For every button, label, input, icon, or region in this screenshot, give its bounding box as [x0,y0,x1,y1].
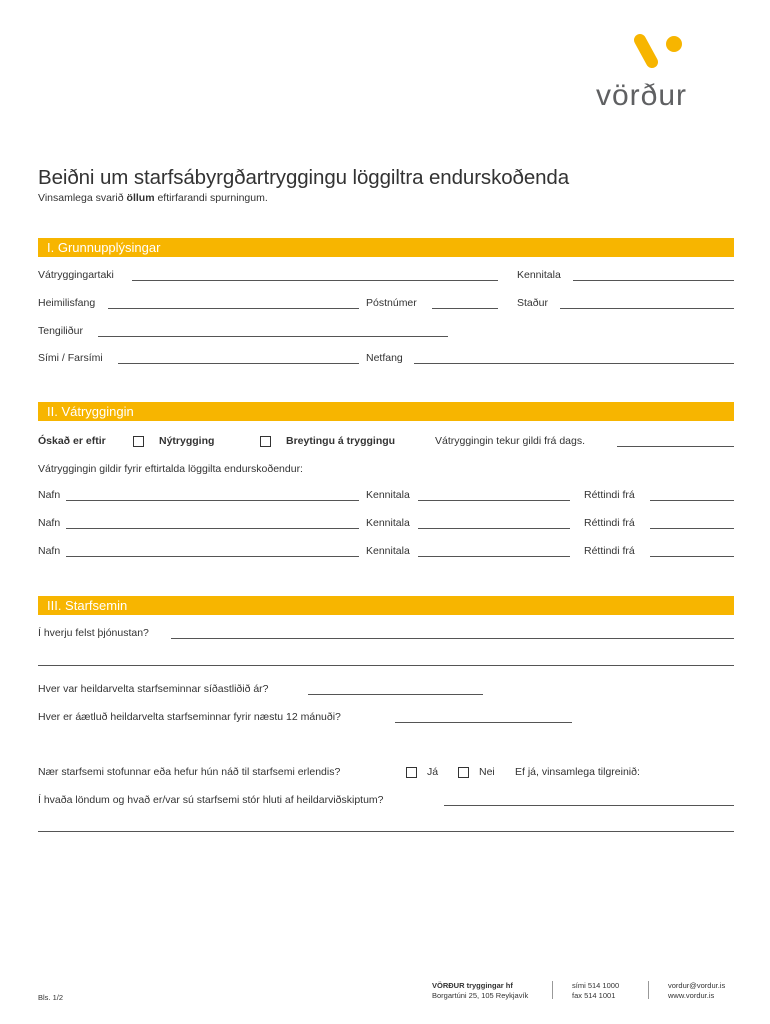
gildi-label: Vátryggingin tekur gildi frá dags. [435,435,585,447]
nei-label: Nei [479,766,495,778]
thjonustan-label: Í hverju felst þjónustan? [38,627,149,639]
page-subtitle: Vinsamlega svarið öllum eftirfarandi spurningum. [38,192,268,204]
londum-label: Í hvaða löndum og hvað er/var sú starfsemi stór hluti af heildarviðskiptum? [38,794,384,806]
nytrygging-checkbox[interactable] [133,436,144,447]
kennitala-field[interactable] [573,280,734,281]
section-2-header: II. Vátryggingin [38,402,734,421]
erlendis-label: Nær starfsemi stofunnar eða hefur hún náð til starfsemi erlendis? [38,766,341,778]
row-kennitala-field[interactable] [418,556,570,557]
ef-ja-label: Ef já, vinsamlega tilgreinið: [515,766,640,778]
tengilidur-label: Tengiliður [38,325,83,337]
heimilisfang-field[interactable] [108,308,359,309]
rettindi-label: Réttindi frá [584,517,635,529]
kennitala-label: Kennitala [517,269,561,281]
nafn-label: Nafn [38,489,61,501]
nafn-field[interactable] [66,556,359,557]
londum-field-2[interactable] [38,831,734,832]
vordur-logo [592,34,732,114]
rettindi-field[interactable] [650,500,734,501]
breyting-checkbox[interactable] [260,436,271,447]
rettindi-field[interactable] [650,556,734,557]
footer-address: Borgartúni 25, 105 Reykjavík [432,991,529,1000]
footer-phone: sími 514 1000 [572,981,620,990]
heimilisfang-label: Heimilisfang [38,297,96,309]
vatryggingartaki-field[interactable] [132,280,498,281]
aaetlud-velta-field[interactable] [395,722,572,723]
heildarvelta-label: Hver var heildarvelta starfseminnar síðastliðið ár? [38,683,269,695]
postnumer-label: Póstnúmer [366,297,417,309]
ja-label: Já [427,766,439,778]
postnumer-field[interactable] [432,308,498,309]
footer-company: VÖRÐUR tryggingar hf [432,981,513,990]
stadur-label: Staður [517,297,548,309]
page-number: Bls. 1/2 [38,993,64,1002]
footer-email[interactable]: vordur@vordur.is [668,981,726,990]
aaetlud-velta-label: Hver er áætluð heildarvelta starfseminnar fyrir næstu 12 mánuði? [38,711,341,723]
row-kennitala-label: Kennitala [366,545,410,557]
nafn-field[interactable] [66,500,359,501]
vatryggingartaki-label: Vátryggingartaki [38,269,114,281]
nafn-label: Nafn [38,517,61,529]
nei-checkbox[interactable] [458,767,469,778]
simi-label: Sími / Farsími [38,352,103,364]
thjonustan-field[interactable] [171,638,734,639]
section-1-header: I. Grunnupplýsingar [38,238,734,257]
thjonustan-field-2[interactable] [38,665,734,666]
row-kennitala-label: Kennitala [366,489,410,501]
heildarvelta-field[interactable] [308,694,483,695]
footer-web[interactable]: www.vordur.is [668,991,715,1000]
nafn-label: Nafn [38,545,61,557]
logo-wordmark: vörður [596,79,688,112]
oskad-label: Óskað er eftir [38,435,106,447]
footer-divider [648,981,649,999]
simi-field[interactable] [118,363,359,364]
netfang-field[interactable] [414,363,734,364]
section-3-header: III. Starfsemin [38,596,734,615]
stadur-field[interactable] [560,308,734,309]
gildi-date-field[interactable] [617,446,734,447]
nafn-field[interactable] [66,528,359,529]
row-kennitala-label: Kennitala [366,517,410,529]
footer-divider [552,981,553,999]
nytrygging-label: Nýtrygging [159,435,215,447]
tengilidur-field[interactable] [98,336,448,337]
netfang-label: Netfang [366,352,403,364]
rettindi-label: Réttindi frá [584,545,635,557]
rettindi-field[interactable] [650,528,734,529]
ja-checkbox[interactable] [406,767,417,778]
page-title: Beiðni um starfsábyrgðartryggingu löggiltra endurskoðenda [38,166,570,189]
row-kennitala-field[interactable] [418,500,570,501]
rettindi-label: Réttindi frá [584,489,635,501]
footer-fax: fax 514 1001 [572,991,616,1000]
gildir-fyrir-text: Vátryggingin gildir fyrir eftirtalda löggilta endurskoðendur: [38,463,303,475]
londum-field[interactable] [444,805,734,806]
breyting-label: Breytingu á tryggingu [286,435,396,447]
row-kennitala-field[interactable] [418,528,570,529]
